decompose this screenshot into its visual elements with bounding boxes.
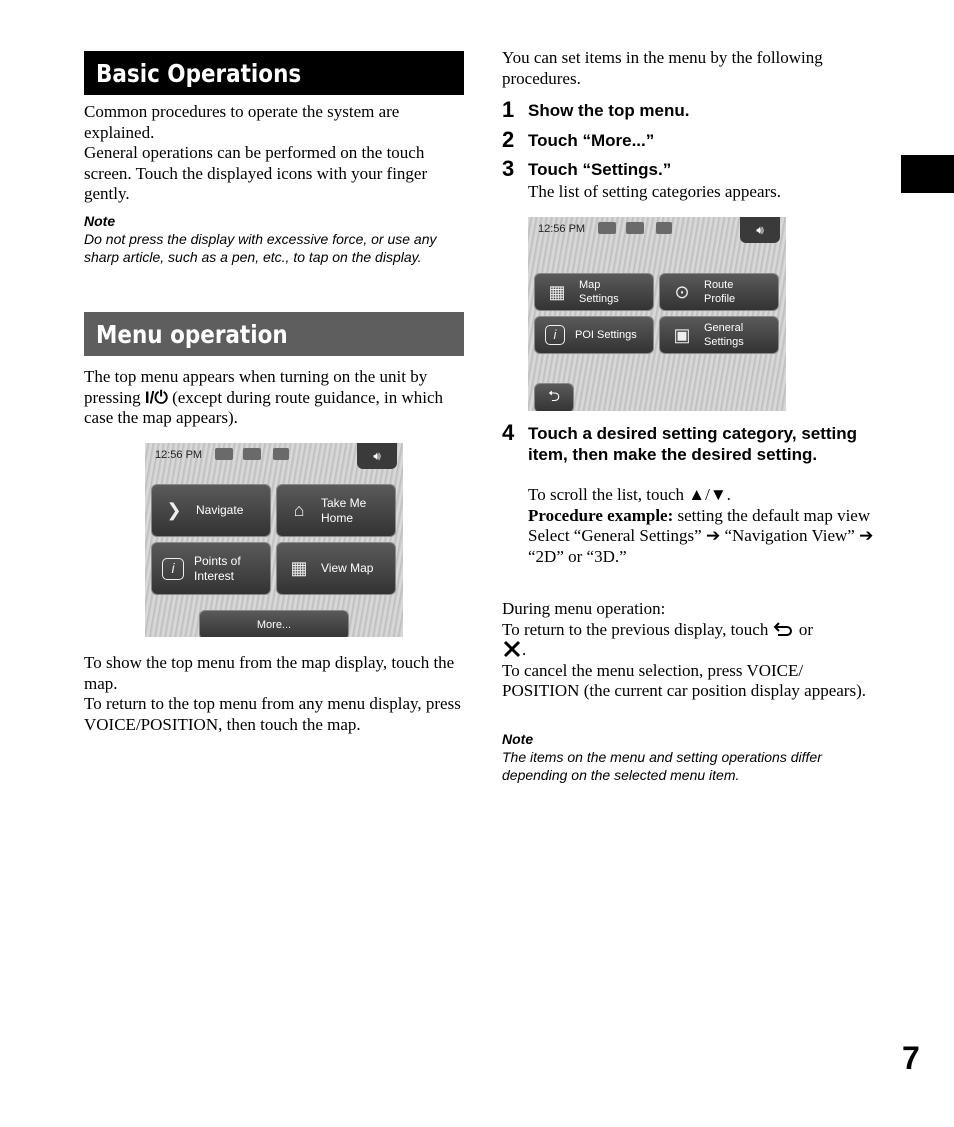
power-icon: I/⏻	[144, 387, 168, 407]
info-icon: i	[162, 558, 184, 580]
section-tab	[901, 155, 954, 193]
close-icon	[502, 640, 522, 658]
steering-wheel-icon: ⊙	[674, 282, 690, 302]
return-instructions: To show the top menu from the map display, touch the map. To return to the top menu from any menu display, press VOICE/POSITION, then touch the map.	[84, 653, 461, 734]
step-4: 4 Touch a desired setting category, setting item, then make the desired setting.	[502, 420, 858, 464]
navigate-button[interactable]: ❯ Navigate	[151, 484, 271, 537]
battery-icon	[626, 222, 644, 234]
map-settings-button[interactable]: ▦ Map Settings	[534, 273, 654, 311]
settings-screen	[528, 217, 786, 411]
take-me-home-button[interactable]: ⌂ Take Me Home	[276, 484, 396, 537]
basic-paragraph-1: Common procedures to operate the system are explained.	[84, 102, 400, 142]
grid-icon: ▦	[548, 282, 566, 302]
step-2: 2 Touch “More...”	[502, 127, 655, 152]
view-map-button[interactable]: ▦ View Map	[276, 542, 396, 595]
satellite-icon	[215, 448, 233, 460]
car-icon	[273, 448, 289, 460]
menu-operation-text: The top menu appears when turning on the unit by pressing I/⏻ (except during route guidance, in which case the map appears).	[84, 367, 444, 427]
note-2-label: Note	[502, 731, 534, 747]
page-number: 7	[902, 1040, 920, 1076]
during-menu-operation: During menu operation: To return to the previous display, touch or . To cancel the menu selection, press VOICE/ POSITION (the current car position display appears).	[502, 599, 866, 700]
scroll-instruction: To scroll the list, touch ▲/▼.	[528, 485, 731, 504]
note-2	[502, 730, 882, 784]
satellite-icon	[598, 222, 616, 234]
navigate-icon: ❯	[166, 500, 182, 520]
top-menu-screen	[145, 443, 403, 637]
points-of-interest-button[interactable]: i Points of Interest	[151, 542, 271, 595]
basic-paragraph-2: General operations can be performed on the touch screen. Touch the displayed icons with your finger gently.	[84, 143, 428, 203]
general-settings-button[interactable]: ▣ General Settings	[659, 316, 779, 354]
route-profile-button[interactable]: ⊙ Route Profile	[659, 273, 779, 311]
volume-icon[interactable]: 🔊︎	[357, 443, 397, 469]
toolbox-icon: ▣	[673, 325, 691, 345]
intro-text: You can set items in the menu by the following procedures.	[502, 48, 823, 88]
note-2-text: The items on the menu and setting operations differ depending on the selected menu item.	[502, 749, 822, 783]
procedure-select: Select “General Settings” ➔ “Navigation View” ➔ “2D” or “3D.”	[528, 526, 874, 566]
basic-operations-text	[84, 102, 464, 205]
back-arrow-icon: ⮌	[547, 387, 560, 405]
note-1-text: Do not press the display with excessive force, or use any sharp article, such as a pen, etc., to tap on the display.	[84, 231, 437, 265]
battery-icon	[243, 448, 261, 460]
menu-operation-heading: Menu operation	[84, 312, 464, 356]
status-bar-2	[528, 217, 786, 243]
step-4-details	[528, 485, 880, 567]
note-1-label: Note	[84, 213, 116, 229]
step-3-description: The list of setting categories appears.	[528, 182, 782, 201]
clock-2: 12:56 PM	[538, 223, 586, 235]
step-3: 3 Touch “Settings.”	[502, 156, 672, 181]
note-1	[84, 212, 464, 266]
status-bar	[145, 443, 403, 469]
basic-operations-heading: Basic Operations	[84, 51, 464, 95]
clock: 12:56 PM	[155, 449, 203, 461]
car-icon	[656, 222, 672, 234]
procedure-example: Procedure example: setting the default map view	[528, 505, 871, 525]
back-arrow-icon	[773, 620, 795, 638]
home-icon: ⌂	[293, 500, 305, 520]
grid-icon: ▦	[290, 558, 308, 578]
info-icon: i	[545, 325, 565, 345]
back-button[interactable]	[534, 383, 574, 411]
volume-icon[interactable]: 🔊︎	[740, 217, 780, 243]
step-1: 1 Show the top menu.	[502, 97, 690, 122]
poi-settings-button[interactable]: i POI Settings	[534, 316, 654, 354]
more-button[interactable]: More...	[199, 610, 349, 637]
